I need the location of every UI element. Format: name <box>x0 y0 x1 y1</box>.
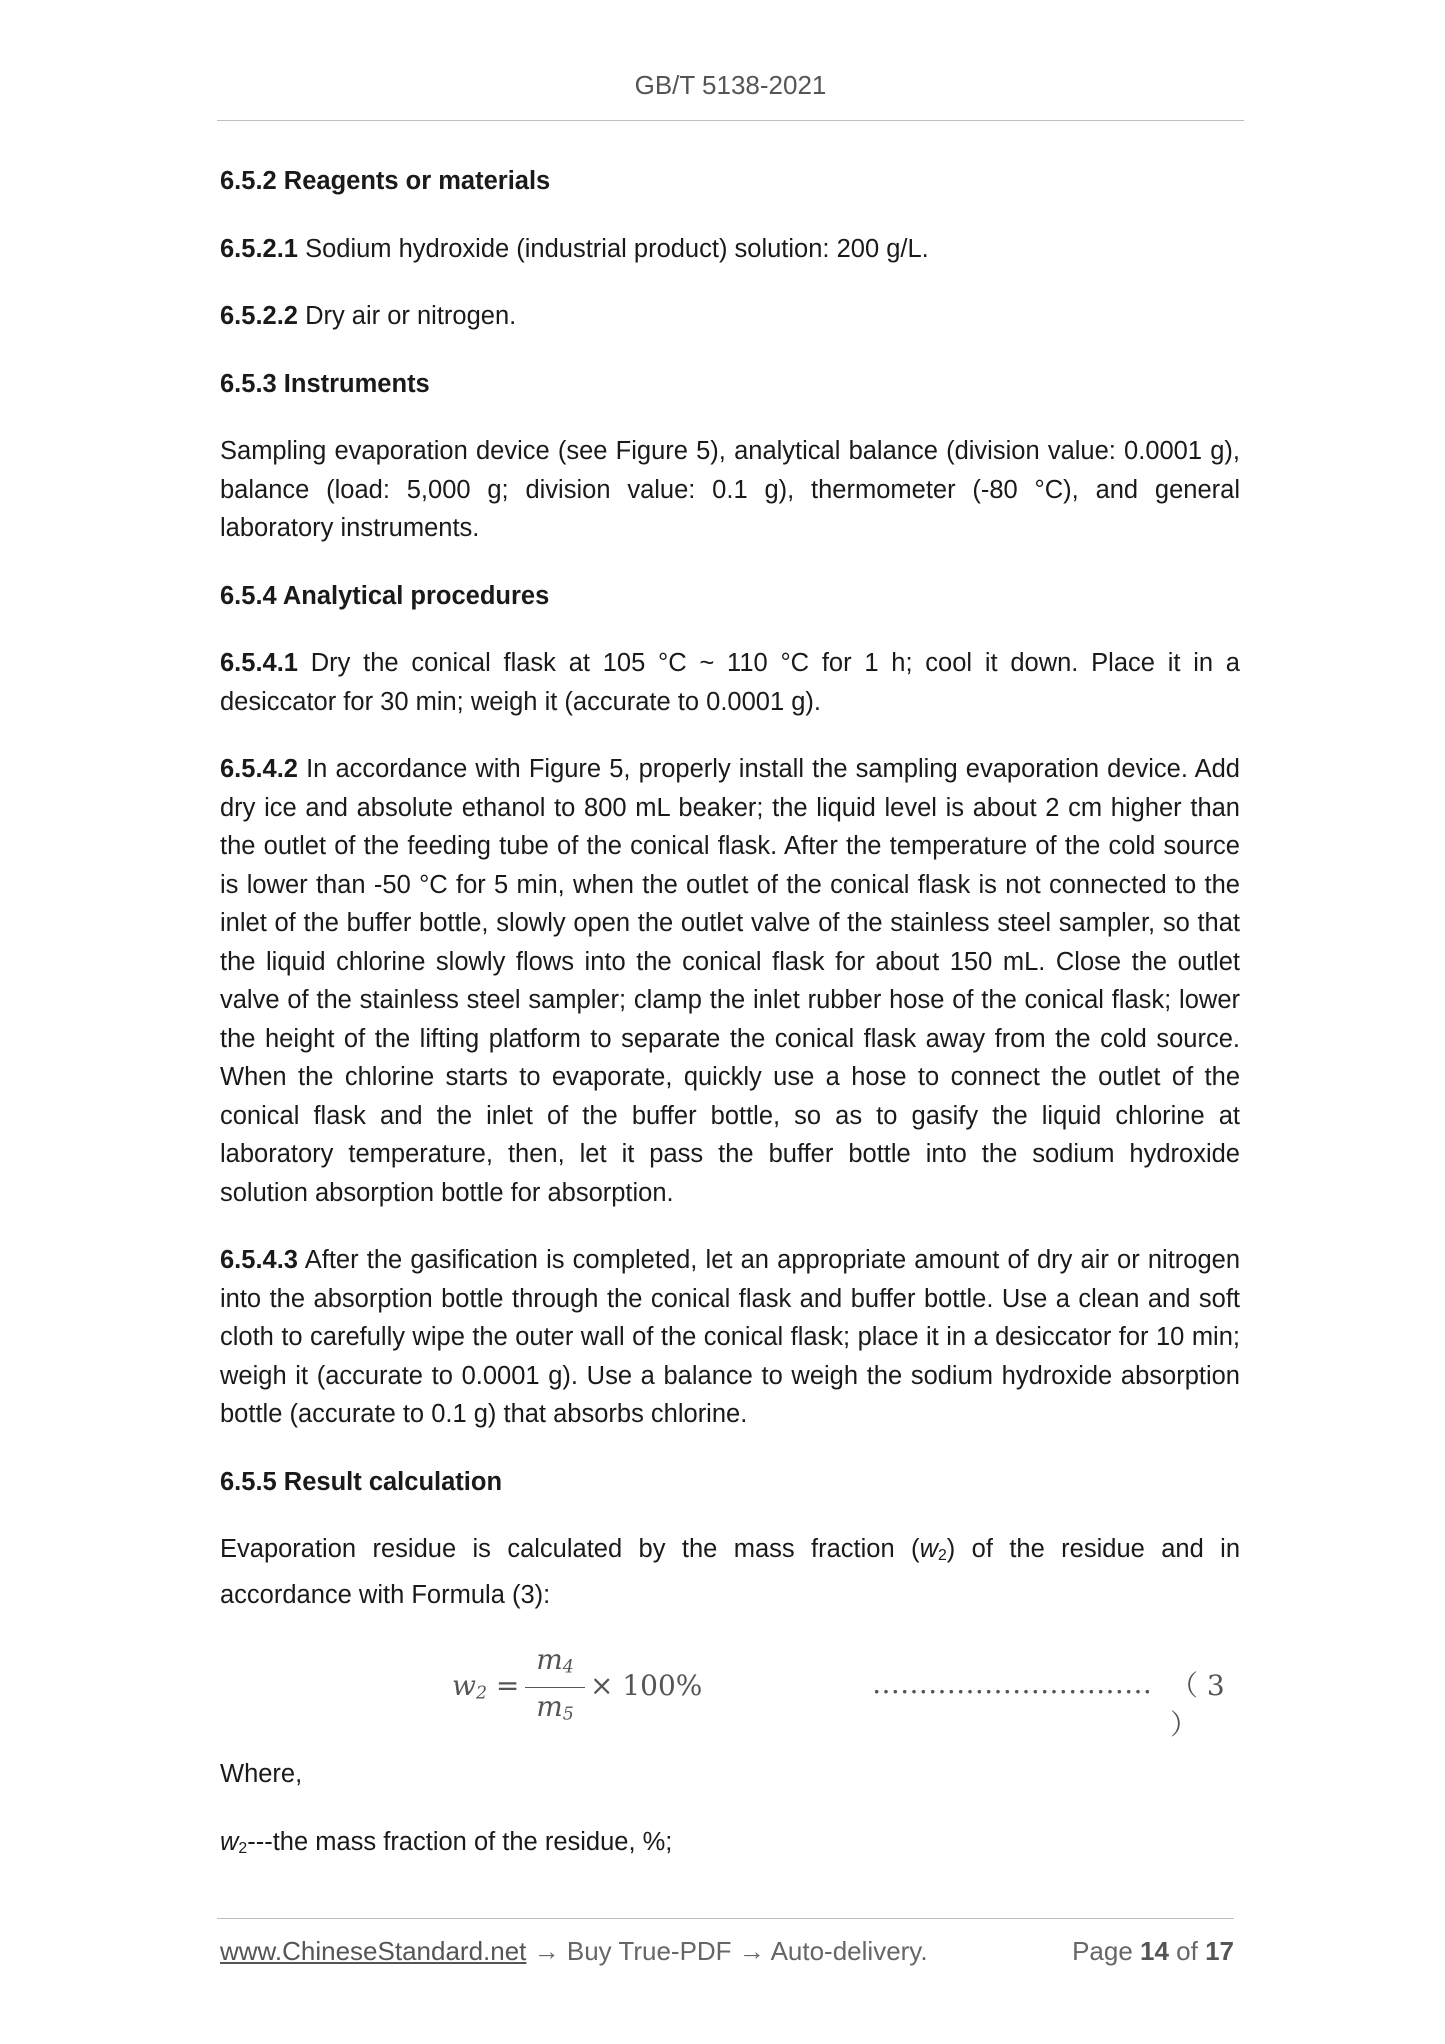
formula-numerator <box>525 1643 585 1684</box>
formula-sub: 5 <box>562 1704 574 1725</box>
variable-w: w <box>220 1827 239 1856</box>
header-divider <box>217 120 1244 121</box>
paragraph-text: ) of the residue and in accordance with Formula (3): <box>220 1535 1240 1609</box>
document-header <box>217 70 1244 101</box>
clause-text: Sodium hydroxide (industrial product) solution: 200 g/L. <box>297 234 929 263</box>
clause-number: 6.5.4.1 <box>220 649 298 677</box>
formula-equals: = <box>495 1669 520 1703</box>
page-number: 14 <box>1140 1936 1169 1966</box>
formula-var: m <box>536 1643 563 1677</box>
formula-3 <box>220 1643 1240 1741</box>
clause-6-5-2-1 <box>220 230 1240 269</box>
section-heading-6-5-3: 6.5.3 Instruments <box>220 369 430 398</box>
of-label: of <box>1168 1936 1206 1966</box>
page-footer <box>220 1936 1234 1967</box>
page-indicator <box>1072 1936 1234 1967</box>
formula-sub: 4 <box>562 1657 574 1678</box>
footer-tagline: → Buy True-PDF → Auto-delivery. <box>526 1936 928 1966</box>
clause-text: After the gasification is completed, let an appropriate amount of dry air or nitrogen into the absorption bottle through the conical flask and buffer bottle. Use a clean and soft cloth to carefully wipe the outer wall of the conical flask; place it in a desiccator for 10 min; weigh it (accurate to 0.0001 g). Use a balance to weigh the sodium hydroxide absorption bottle (accurate to 0.1 g) that absorbs chlorine. <box>220 1246 1240 1428</box>
total-pages: 17 <box>1205 1936 1234 1966</box>
formula-denominator <box>525 1690 585 1731</box>
formula-leader-dots: ………………………… <box>872 1667 1152 1701</box>
variable-subscript: 2 <box>238 1839 248 1857</box>
instruments-paragraph: Sampling evaporation device (see Figure 5), analytical balance (division value: 0.0001 g), balance (load: 5,000 g; division value: 0.1 g), thermometer (-80 °C), and general laboratory instruments. <box>220 437 1240 542</box>
website-link[interactable]: www.ChineseStandard.net <box>220 1936 527 1966</box>
section-heading-6-5-4: 6.5.4 Analytical procedures <box>220 581 550 610</box>
section-heading-6-5-2: 6.5.2 Reagents or materials <box>220 167 551 195</box>
clause-number: 6.5.2.1 <box>220 234 298 263</box>
clause-6-5-2-2 <box>220 297 1240 336</box>
document-body <box>220 162 1240 1897</box>
clause-6-5-4-3 <box>220 1241 1240 1434</box>
definition-w2 <box>220 1823 1240 1869</box>
clause-text: Dry the conical flask at 105 °C ~ 110 °C for 1 h; cool it down. Place it in a desiccator for 30 min; weigh it (accurate to 0.0001 g). <box>220 649 1240 716</box>
formula-sub: 2 <box>475 1683 488 1704</box>
formula-var: m <box>536 1689 563 1723</box>
clause-text: In accordance with Figure 5, properly install the sampling evaporation device. Add dry ice and absolute ethanol to 800 mL beaker; the liquid level is about 2 cm higher than the outlet of the feeding tube of the conical flask. After the temperature of the cold source is lower than -50 °C for 5 min, when the outlet of the conical flask is not connected to the inlet of the buffer bottle, slowly open the outlet valve of the stainless steel sampler, so that the liquid chlorine slowly flows into the conical flask for about 150 mL. Close the outlet valve of the stainless steel sampler; clamp the inlet rubber hose of the conical flask; lower the height of the lifting platform to separate the conical flask away from the cold source. When the chlorine starts to evaporate, quickly use a hose to connect the outlet of the conical flask and the inlet of the buffer bottle, so as to gasify the liquid chlorine at laboratory temperature, then, let it pass the buffer bottle into the sodium hydroxide solution absorption bottle for absorption. <box>220 755 1240 1207</box>
clause-number: 6.5.4.2 <box>220 755 298 783</box>
clause-number: 6.5.4.3 <box>220 1246 298 1274</box>
formula-var: w <box>452 1669 476 1703</box>
clause-6-5-4-1 <box>220 644 1240 721</box>
where-label: Where, <box>220 1760 303 1789</box>
definition-text: ---the mass fraction of the residue, %; <box>247 1827 673 1856</box>
page-label: Page <box>1072 1936 1141 1966</box>
clause-number: 6.5.2.2 <box>220 302 298 330</box>
formula-number: （ 3 ） <box>1170 1669 1225 1741</box>
variable-w: w <box>919 1535 938 1563</box>
fraction-bar <box>525 1687 585 1688</box>
variable-subscript: 2 <box>937 1547 947 1565</box>
paragraph-text: Evaporation residue is calculated by the mass fraction ( <box>220 1535 920 1563</box>
clause-6-5-4-2 <box>220 750 1240 1212</box>
formula-multiplier: × 100% <box>590 1669 703 1703</box>
result-calculation-paragraph <box>220 1530 1240 1614</box>
formula-lhs <box>452 1667 519 1713</box>
formula-fraction <box>525 1643 585 1731</box>
standard-code: GB/T 5138-2021 <box>634 70 827 100</box>
section-heading-6-5-5: 6.5.5 Result calculation <box>220 1467 503 1496</box>
footer-divider <box>217 1918 1234 1919</box>
clause-text: Dry air or nitrogen. <box>297 302 517 330</box>
